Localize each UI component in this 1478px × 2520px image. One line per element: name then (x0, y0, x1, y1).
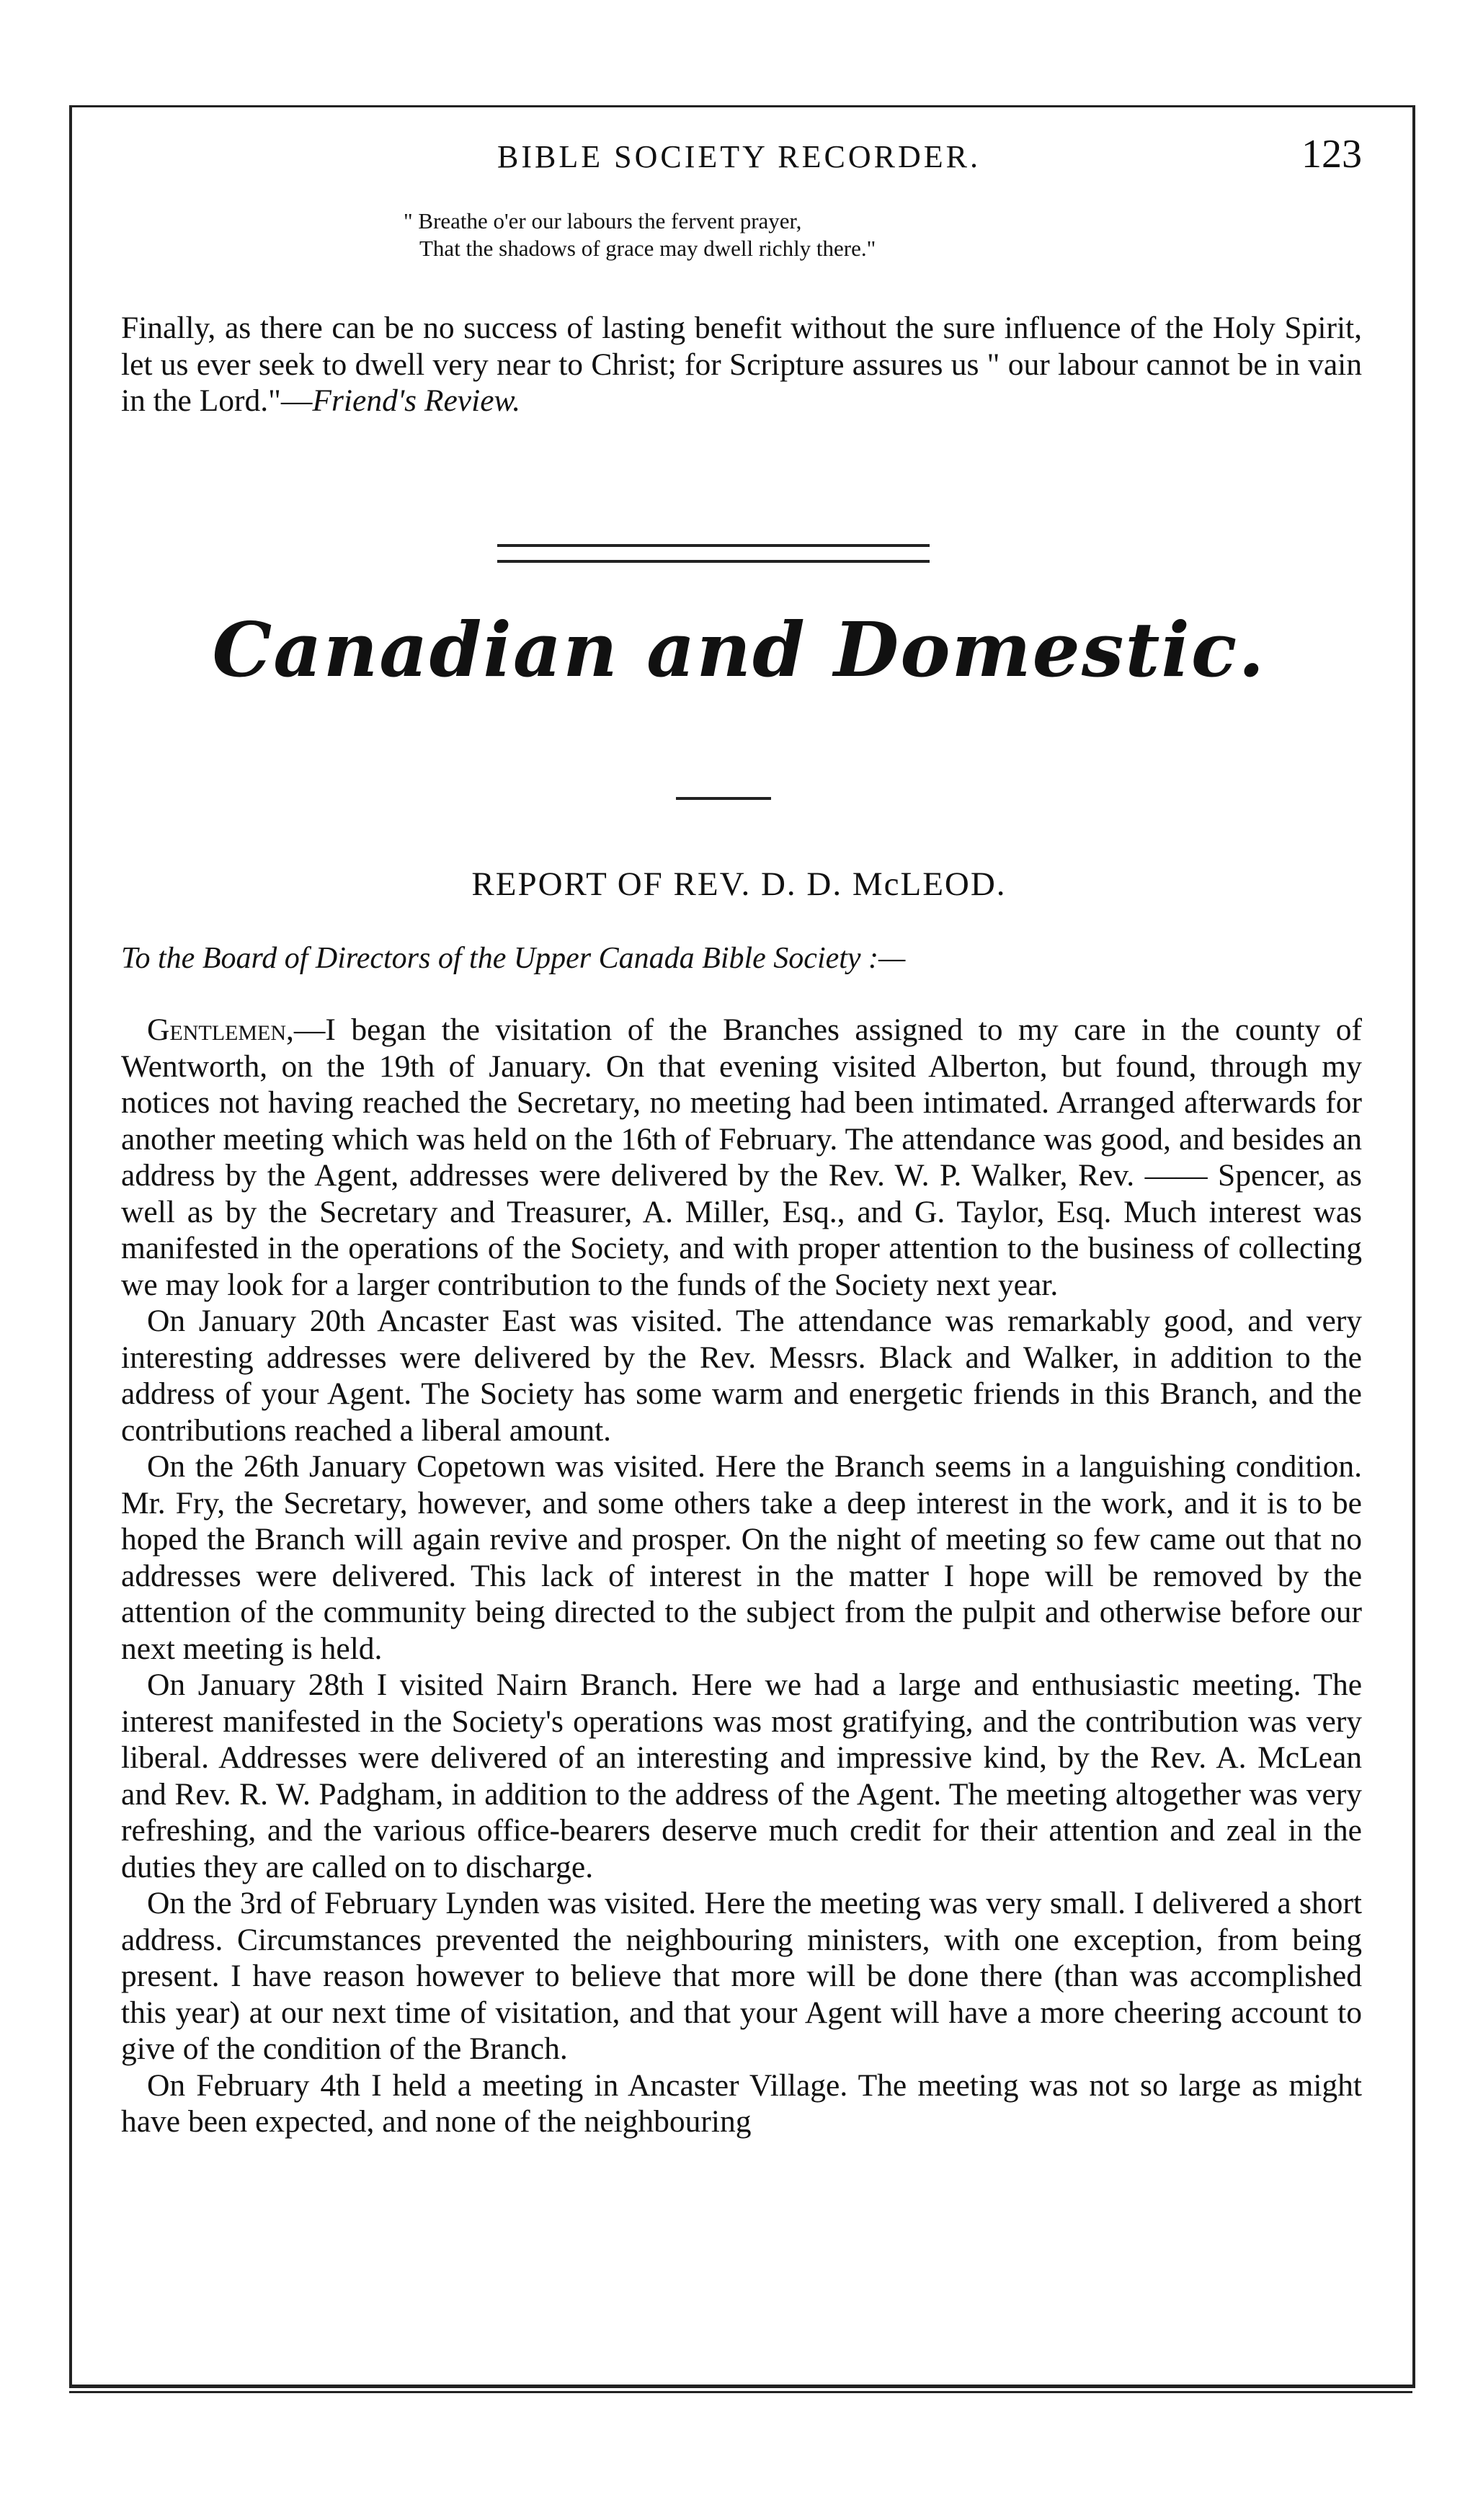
report-title: REPORT OF REV. D. D. McLEOD. (471, 865, 1007, 903)
closing-source: Friend's Review. (312, 383, 521, 418)
report-address: To the Board of Directors of the Upper Canada Bible Society :— (121, 942, 906, 975)
double-rule-divider (497, 544, 930, 563)
bottom-rule (69, 2391, 1412, 2393)
epigraph-line: That the shadows of grace may dwell richly there." (419, 236, 876, 261)
report-paragraph: On January 20th Ancaster East was visited. The attendance was remarkably good, and very interesting addresses were delivered by the Rev. Messrs. Black and Walker, in addition to the address of your Agent. The Society has some warm and energetic friends in this Branch, and the contributions reached a liberal amount. (121, 1304, 1362, 1448)
running-title: BIBLE SOCIETY RECORDER. (497, 139, 981, 174)
salutation: Gentlemen, (147, 1012, 294, 1047)
paragraph-text: —I began the visitation of the Branches assigned to my care in the county of Wentworth, on the 19th of January. On that evening visited Alberton, but found, through my notices not having reached the Secretary, no meeting had been intimated. Arranged afterwards for another meeting which was held on the 16th of February. The attendance was good, and besides an address by the Agent, addresses were delivered by the Rev. W. P. Walker, Rev. —— Spencer, as well as by the Secretary and Treasurer, A. Miller, Esq., and G. Taylor, Esq. Much interest was manifested in the operations of the Society, and with proper attention to the business of collecting we may look for a larger contribution to the funds of the Society next year. (121, 1012, 1362, 1302)
closing-paragraph (121, 310, 1362, 419)
report-paragraph: On January 28th I visited Nairn Branch. Here we had a large and enthusiastic meeting. The interest manifested in the Society's operations was most gratifying, and the contribution was very liberal. Addresses were delivered of an interesting and impressive kind, by the Rev. A. McLean and Rev. R. W. Padgham, in addition to the address of the Agent. The meeting altogether was very refreshing, and the various office-bearers deserve much credit for their attention and zeal in the duties they are called on to discharge. (121, 1668, 1362, 1884)
report-paragraph: On February 4th I held a meeting in Ancaster Village. The meeting was not so large as might have been expected, and none of the neighbouring (121, 2067, 1362, 2139)
closing-text: Finally, as there can be no success of lasting benefit without the sure influence of the Holy Spirit, let us ever seek to dwell very near to Christ; for Scripture assures us " our labour cannot be in vain in the Lord."— (121, 311, 1362, 418)
report-paragraph: On the 26th January Copetown was visited. Here the Branch seems in a languishing condition. Mr. Fry, the Secretary, however, and some others take a deep interest in the work, and it is to be hoped the Branch will again revive and prosper. On the night of meeting so few came out that no addresses were delivered. This lack of interest in the matter I hope will be removed by the attention of the community being directed to the subject from the pulpit and otherwise before our next meeting is held. (121, 1449, 1362, 1666)
epigraph-line: " Breathe o'er our labours the fervent prayer, (404, 208, 802, 233)
epigraph (404, 208, 1196, 262)
short-rule-divider (676, 797, 771, 800)
report-body (121, 1012, 1362, 2140)
report-paragraph (121, 1012, 1362, 1303)
section-heading: Canadian and Domestic. (212, 605, 1266, 694)
page-header (123, 131, 1362, 182)
page-number: 123 (1301, 132, 1362, 177)
report-paragraph: On the 3rd of February Lynden was visited. Here the meeting was very small. I delivered a short address. Circumstances prevented the neighbouring ministers, with one exception, from being present. I have reason however to believe that more will be done there (than was accomplished this year) at our next time of visitation, and that your Agent will have a more cheering account to give of the condition of the Branch. (121, 1886, 1362, 2066)
